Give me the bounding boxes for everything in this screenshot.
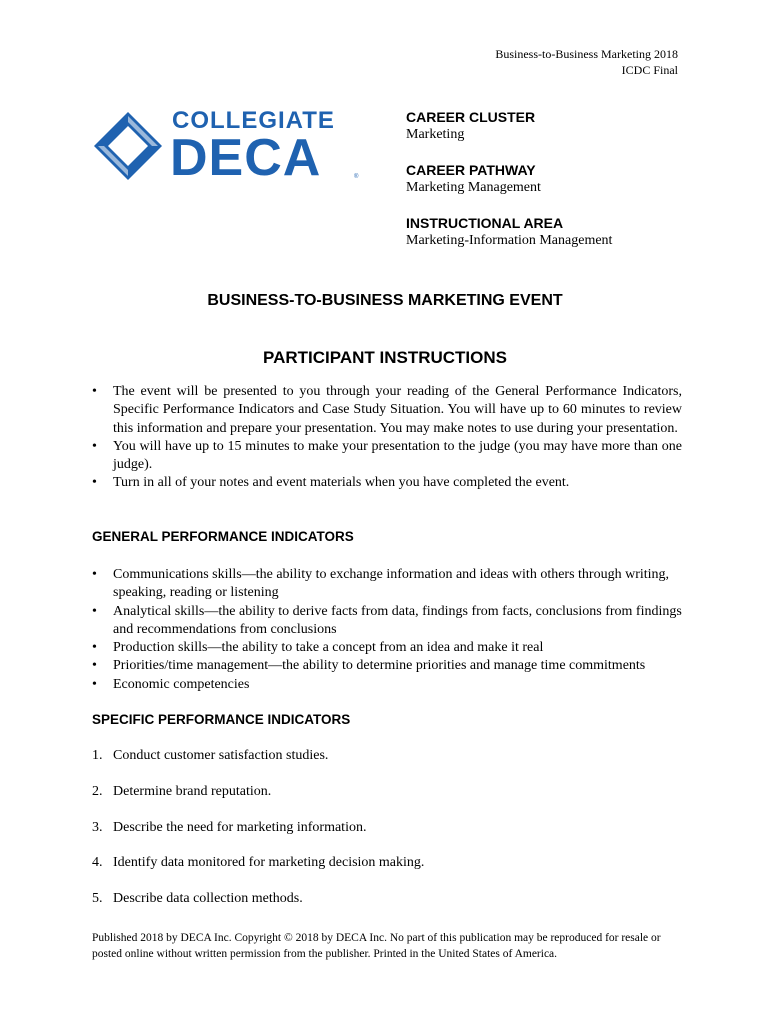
item-number: 1.	[92, 748, 103, 763]
indicator-text: Priorities/time management—the ability to determine priorities and manage time commitments	[113, 658, 646, 674]
indicator-text: Analytical skills—the ability to derive facts from data, findings from facts, conclusions from findings and recommendations from conclusions	[113, 603, 682, 637]
instruction-text: You will have up to 15 minutes to make your presentation to the judge (you may have more than one judge).	[113, 438, 682, 473]
item-number: 2.	[92, 783, 103, 799]
instruction-text: Turn in all of your notes and event materials when you have completed the event.	[113, 475, 570, 491]
instructional-area-value: Marketing-Information Management	[406, 233, 613, 248]
bullet-icon: •	[92, 475, 97, 491]
general-indicators-heading: GENERAL PERFORMANCE INDICATORS	[92, 529, 354, 544]
bullet-icon: •	[92, 658, 97, 674]
participant-instructions-title: PARTICIPANT INSTRUCTIONS	[263, 348, 507, 367]
list-item	[92, 657, 682, 675]
general-indicators-list	[92, 566, 682, 694]
list-item	[92, 890, 424, 926]
document-header	[495, 46, 678, 78]
bullet-icon: •	[92, 640, 97, 656]
list-item	[92, 819, 424, 855]
indicator-text: Production skills—the ability to take a concept from an idea and make it real	[113, 640, 544, 656]
header-edition: ICDC Final	[621, 63, 678, 77]
logo-registered-mark: ®	[354, 174, 359, 180]
indicator-text: Identify data monitored for marketing decision making.	[113, 855, 425, 871]
career-cluster-value: Marketing	[406, 127, 465, 142]
instructional-area-label: INSTRUCTIONAL AREA	[406, 215, 564, 231]
list-item	[92, 566, 682, 603]
list-item	[92, 603, 682, 640]
indicator-text: Conduct customer satisfaction studies.	[113, 748, 329, 763]
item-number: 3.	[92, 819, 103, 835]
collegiate-deca-logo	[92, 108, 367, 186]
indicator-text: Determine brand reputation.	[113, 783, 272, 799]
list-item	[92, 474, 682, 492]
bullet-icon: •	[92, 438, 97, 454]
deca-diamond-icon	[92, 110, 164, 182]
bullet-icon: •	[92, 384, 97, 399]
item-number: 4.	[92, 855, 103, 871]
bullet-icon: •	[92, 603, 97, 619]
list-item	[92, 676, 682, 694]
copyright-footer: Published 2018 by DECA Inc. Copyright © 2018 by DECA Inc. No part of this publication may be reproduced for resale or posted online without written permission from the publisher. Printed in the United States of America.	[92, 932, 661, 960]
list-item	[92, 783, 424, 819]
indicator-text: Describe the need for marketing information.	[113, 819, 367, 835]
list-item	[92, 854, 424, 890]
event-title: BUSINESS-TO-BUSINESS MARKETING EVENT	[207, 292, 563, 309]
career-pathway-label: CAREER PATHWAY	[406, 162, 536, 178]
instruction-text: The event will be presented to you through your reading of the General Performance Indicators, Specific Performance Indicators and Case Study Situation. You will have up to 60 minutes to review this information and prepare your presentation. You may make notes to use during your presentation.	[113, 384, 682, 436]
career-cluster-label: CAREER CLUSTER	[406, 109, 536, 125]
specific-indicators-heading: SPECIFIC PERFORMANCE INDICATORS	[92, 712, 351, 727]
list-item	[92, 438, 682, 475]
career-pathway-value: Marketing Management	[406, 180, 541, 195]
item-number: 5.	[92, 891, 103, 907]
logo-word-deca: DECA	[170, 129, 322, 187]
bullet-icon: •	[92, 676, 97, 692]
logo-word-collegiate: COLLEGIATE	[172, 107, 335, 134]
indicator-text: Economic competencies	[113, 676, 250, 692]
participant-instructions-list	[92, 383, 682, 493]
career-info-block	[406, 108, 706, 267]
list-item	[92, 747, 424, 783]
specific-indicators-list	[92, 747, 424, 926]
list-item	[92, 383, 682, 438]
bullet-icon: •	[92, 567, 97, 582]
header-event-name: Business-to-Business Marketing 2018	[495, 47, 678, 61]
indicator-text: Communications skills—the ability to exchange information and ideas with others through writing, speaking, reading or listening	[113, 567, 670, 601]
indicator-text: Describe data collection methods.	[113, 891, 303, 907]
list-item	[92, 639, 682, 657]
